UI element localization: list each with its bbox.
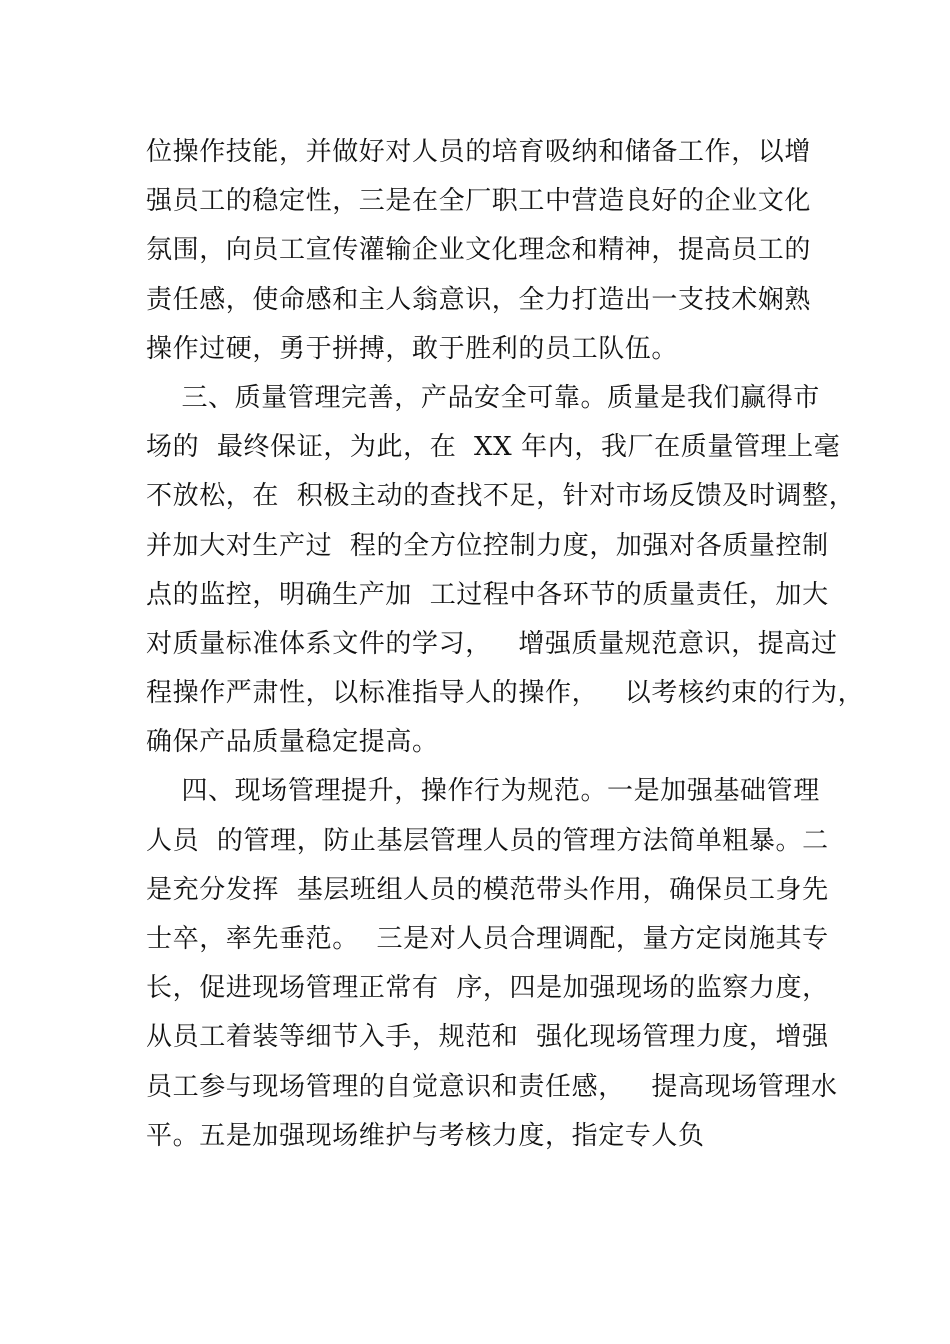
text-line: 场的 最终保证，为此，在 XX 年内，我厂在质量管理上毫 [146,432,841,463]
body-text [146,128,865,1161]
text-line: 平。五是加强现场维护与考核力度，指定专人负 [146,1120,705,1151]
text-line: 从员工着装等细节入手，规范和 强化现场管理力度，增强 [146,1022,829,1053]
text-line: 长，促进现场管理正常有 序，四是加强现场的监察力度， [146,973,829,1004]
text-line: 氛围，向员工宣传灌输企业文化理念和精神，提高员工的 [146,235,812,266]
text-line: 程操作严肃性，以标准指导人的操作， 以考核约束的行为， [146,678,865,709]
section-three-heading-line: 三、质量管理完善，产品安全可靠。质量是我们赢得市 [146,382,820,413]
text-line: 对质量标准体系文件的学习， 增强质量规范意识，提高过 [146,628,838,659]
text-line: 确保产品质量稳定提高。 [146,727,439,758]
text-line: 员工参与现场管理的自觉意识和责任感， 提高现场管理水 [146,1071,838,1102]
section-four-heading-line: 四、现场管理提升，操作行为规范。一是加强基础管理 [146,776,820,807]
text-line: 并加大对生产过 程的全方位控制力度，加强对各质量控制 [146,530,829,561]
text-line: 是充分发挥 基层班组人员的模范带头作用，确保员工身先 [146,874,829,905]
text-line: 责任感，使命感和主人翁意识，全力打造出一支技术娴熟 [146,284,812,315]
text-line: 人员 的管理，防止基层管理人员的管理方法简单粗暴。二 [146,825,829,856]
text-line: 点的监控，明确生产加 工过程中各环节的质量责任，加大 [146,579,829,610]
text-line: 不放松，在 积极主动的查找不足，针对市场反馈及时调整， [146,481,856,512]
text-line: 强员工的稳定性，三是在全厂职工中营造良好的企业文化 [146,186,812,217]
text-line: 士卒，率先垂范。 三是对人员合理调配，量方定岗施其专 [146,924,829,954]
text-line: 位操作技能，并做好对人员的培育吸纳和储备工作，以增 [146,137,812,167]
text-line: 操作过硬，勇于拼搏，敢于胜利的员工队伍。 [146,333,679,364]
